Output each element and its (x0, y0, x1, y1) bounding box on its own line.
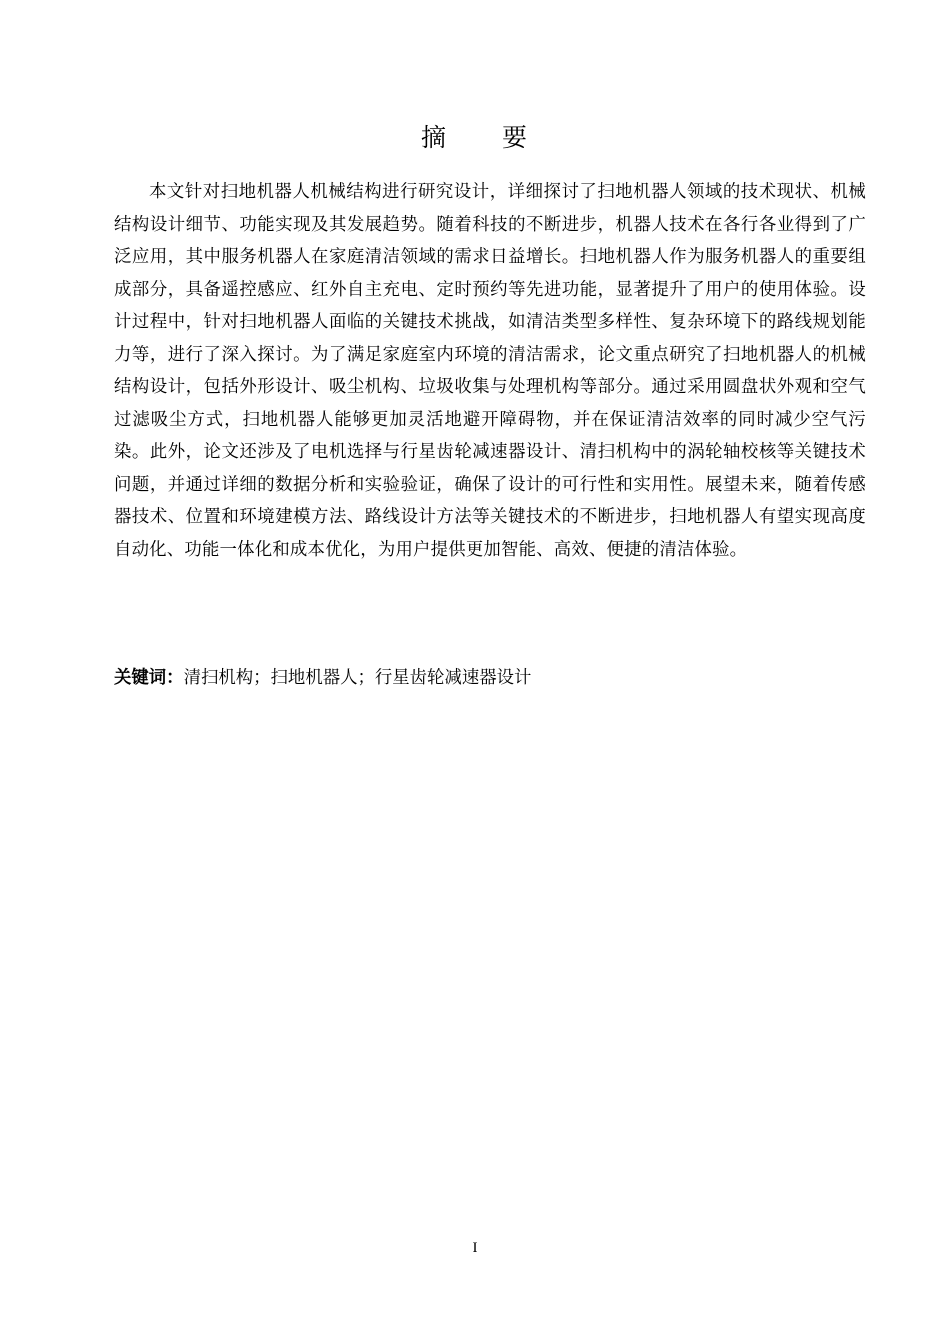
abstract-paragraph: 本文针对扫地机器人机械结构进行研究设计，详细探讨了扫地机器人领域的技术现状、机械结构设计细节、功能实现及其发展趋势。随着科技的不断进步，机器人技术在各行各业得到了广泛应用，其中服务机器人在家庭清洁领域的需求日益增长。扫地机器人作为服务机器人的重要组成部分，具备遥控感应、红外自主充电、定时预约等先进功能，显著提升了用户的使用体验。设计过程中，针对扫地机器人面临的关键技术挑战，如清洁类型多样性、复杂环境下的路线规划能力等，进行了深入探讨。为了满足家庭室内环境的清洁需求，论文重点研究了扫地机器人的机械结构设计，包括外形设计、吸尘机构、垃圾收集与处理机构等部分。通过采用圆盘状外观和空气过滤吸尘方式，扫地机器人能够更加灵活地避开障碍物，并在保证清洁效率的同时减少空气污染。此外，论文还涉及了电机选择与行星齿轮减速器设计、清扫机构中的涡轮轴校核等关键技术问题，并通过详细的数据分析和实验验证，确保了设计的可行性和实用性。展望未来，随着传感器技术、位置和环境建模方法、路线设计方法等关键技术的不断进步，扫地机器人有望实现高度自动化、功能一体化和成本优化，为用户提供更加智能、高效、便捷的清洁体验。 (114, 182, 866, 560)
keywords-value: 清扫机构；扫地机器人；行星齿轮减速器设计 (183, 668, 532, 688)
keywords-label: 关键词： (114, 668, 184, 688)
abstract-title: 摘 要 (421, 123, 551, 152)
keywords-line (114, 662, 866, 694)
page-number: I (472, 1240, 478, 1256)
abstract-body (114, 176, 866, 566)
